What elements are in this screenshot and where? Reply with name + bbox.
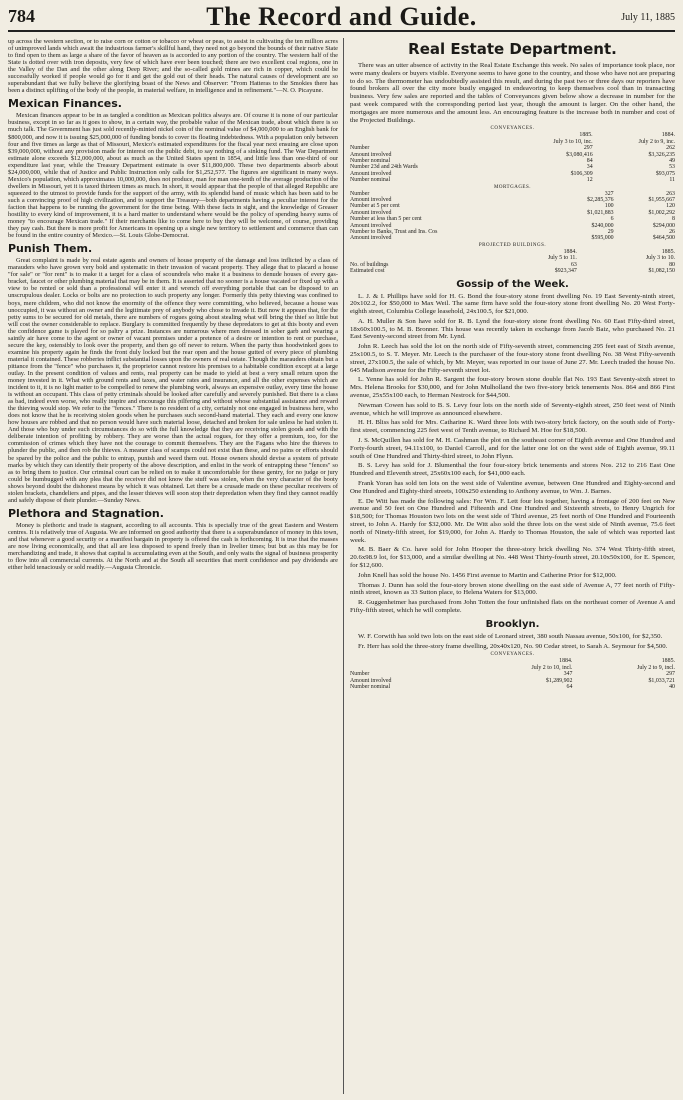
gossip-paragraph: H. H. Bliss has sold for Mrs. Catharine K. Ward three lots with two-story brick factory, on the south side of Forty-first street, commencing 225 feet west of Tenth avenue, to Richard M. Hoe for $18,500. xyxy=(350,419,675,435)
table-row: Amount involved $1,289,902 $1,033,721 xyxy=(350,677,675,684)
brooklyn-conveyances-caption: CONVEYANCES. xyxy=(490,652,535,658)
column-divider xyxy=(343,38,344,1094)
brooklyn-heading: Brooklyn. xyxy=(485,618,540,630)
real-estate-heading: Real Estate Department. xyxy=(408,40,617,58)
gossip-paragraph: John R. Leech has sold the lot on the north side of Fifty-seventh street, commencing 295 feet east of Sixth avenue, 25x100.5, to S. T. Meyer. Mr. Leech is the purchaser of the four-story stone front dwelling No. 38 West Fifty-seventh street, 27x100.5, the sale of which, by Mr. Meyer, was reported in our issue of June 27. Mr. Leech traded the house No. 645 Madison avenue for the Fifty-seventh street lot. xyxy=(350,343,675,374)
plethora-paragraph: Money is plethoric and trade is stagnant, according to all accounts. This is specially true of the great Eastern and Western centres. It is relatively true of Augusta. We are informed on good authority that there is a superabundance of money in this town, and that whenever a good security or a manifest bargain in property is offered the cash is forthcoming. It is true that the masses are now living economically, and that all are less disposed to spend freely than in livelier times; but but as this may be for merchandizing and trade, it shows that capital is accumulating even at the South, and only waits the signal of business prosperity to flow into all commercial currents. At the North and at the South all securities that merit confidence and pay dividends are either held tenaciously or sold readily.—Augusta Chronicle. xyxy=(8,521,338,572)
col-subheader: July 2 to 9, inc. xyxy=(638,138,675,145)
conveyances-table xyxy=(350,132,675,183)
col-header: 1885. xyxy=(579,132,593,139)
buildings-caption: PROJECTED BUILDINGS. xyxy=(478,242,547,248)
table-row: Amount involved $106,309 $93,075 xyxy=(350,170,675,177)
right-column xyxy=(350,38,675,1094)
table-row: Number at less than 5 per cent 6 8 xyxy=(350,216,675,223)
mortgages-table xyxy=(350,191,675,242)
gossip-paragraph: B. S. Levy has sold for J. Blumenthal the four four-story brick tenements and stores Nos. 212 to 216 East One Hundred and Eleventh street, 25x60x100 each, for $41,000 each. xyxy=(350,462,675,478)
gossip-paragraph: M. B. Baer & Co. have sold for John Hooper the three-story brick dwelling No. 374 West Thirty-fifth street, 20.6x98.9 lot, for $13,000, and a similar dwelling at No. 448 West Thirty-fourth street, 20.10x50x100, for E. Spencer, for $12,600. xyxy=(350,546,675,569)
gossip-paragraph: Thomas J. Dunn has sold the four-story brown stone dwelling on the east side of Avenue A, 77 feet north of Fifty-ninth street, known as 33 Sutton place, to Helena Waters for $13,000. xyxy=(350,581,675,597)
gossip-paragraph: R. Guggenheimer has purchased from John Totten the four unfinished flats on the northeast corner of Avenue A and Fifty-fifth street, which he will complete. xyxy=(350,599,675,614)
gossip-paragraph: A. H. Muller & Son have sold for R. B. Lynd the four-story stone front dwelling No. 60 East Fifty-third street, 18x60x100.5, to M. B. Bronner. This house was recently taken in exchange from Jacob Baiz, who purchased No. 21 East Seventy-second street from Mr. Lynd. xyxy=(350,317,675,341)
brooklyn-paragraph: Fr. Herr has sold the three-story frame dwelling, 20x40x120, No. 90 Cedar street, to Sarah A. Seymour for $4,500. xyxy=(358,642,668,650)
plethora-heading: Plethora and Stagnation. xyxy=(8,506,164,520)
table-row: Number at 5 per cent 100 120 xyxy=(350,203,675,210)
masthead xyxy=(8,4,675,32)
table-row: Number 327 263 xyxy=(350,190,675,197)
table-row: Number 347 297 xyxy=(350,671,675,678)
page-number: 784 xyxy=(8,6,35,26)
table-row: Number nominal 12 11 xyxy=(350,177,675,184)
gossip-paragraph: Frank Yoran has sold ten lots on the west side of Valentine avenue, between One Hundred and Eighty-second and One Hundred and Eighty-third streets, 100x250 extending to Anthony avenue, to Wm. J. Barnes. xyxy=(350,480,675,495)
gossip-paragraph: L. Yenne has sold for John R. Sargent the four-story brown stone double flat No. 193 East Seventy-sixth street to Mrs. Helena Brooks for $30,000, and for John Mulholland the two five-story brick tenements Nos. 864 and 866 First avenue, 25x55x100 each, to Herman Nestrock for $44,500. xyxy=(350,376,675,400)
gossip-paragraph: Newman Cowen has sold to B. S. Levy four lots on the north side of Seventy-eighth street, 250 feet west of Ninth avenue, which he will improve as announced elsewhere. xyxy=(350,401,675,417)
table-row: Estimated cost $923,347 $1,082,150 xyxy=(350,268,675,275)
mortgages-caption: MORTGAGES. xyxy=(493,184,532,190)
table-row: Amount involved $3,080,416 $3,326,235 xyxy=(350,151,675,158)
mexican-finances-paragraph: Mexican finances appear to be in as tangled a condition as Mexican politics always are. Of course it is none of our particular business, except in so far as it goes to show, in a certain way, the probable value of the Mexican trade, about which there is so much talk. The Government has just sold recently-minted nickel coin of the nominal value of $4,000,000 to an English bank for $800,000, and now it is issuing $25,000,000 of funding bonds to cover its floating indebtedness. With a population only between four and five times as large as that of Missouri, Mexico's estimated expenditures for the fiscal year next ensuing are close upon $39,000,000, without any provision made for interest on the public debt, to say nothing of a sinking fund. The War Department estimate alone exceeds $12,000,000, about as much as the United States spent in 1854, and little less than one-third of our expenditure last year, while the Treasury Department estimate is over $11,800,000. These two departments absorb about $24,000,000, while that of Justice and Public Instruction only calls for $1,252,577. The figures are significant in many ways. Mexico's population, which approximates 10,000,000, does not produce, man for man one-tenth of the average production of the dwellers in Missouri, yet it is taxed thirteen times as much. In short, it would appear that the people of that alleged Republic are squeezed to the utmost to provide funds for the support of the army, with its splendid band of music which has been said to be such a convincing proof of high civilization, and to support the Treasury—both departments having a peculiar interest for the faction that happens to be running the government for the time being. With these facts in sight, and the knowledge of Greaser hostility to every kind of improvement, it is a hard matter to understand where would be the policy of spending heavy sums of money "to encourage Mexican trade." If their merchants like to come here to buy they will be welcome, of course, providing they pay cash. But there is more profit for Americans in opening up a single new territory to settlement and commerce than can be found in the entire country of Mexico.—St. Louis Globe-Democrat. xyxy=(8,112,338,240)
gossip-paragraph: John Knell has sold the house No. 1456 First avenue to Martin and Catherine Prior for $12,000. xyxy=(358,571,617,579)
table-row: Number 23d and 24th Wards 34 53 xyxy=(350,164,675,171)
gossip-paragraph: J. S. McQuillen has sold for M. H. Cashman the plot on the southeast corner of Eighth avenue and One Hundred and Forty-fourth street, 94.11x100, to Daniel Carroll, and for the latter one lot on the west side of Eighth avenue, 99.11 south of One Hundred and Thirty-third street, to John Flynn. xyxy=(350,437,675,460)
table-row: Number nominal 64 40 xyxy=(350,684,675,690)
table-row: Number to Banks, Trust and Ins. Cos 29 26 xyxy=(350,229,675,236)
punish-them-heading: Punish Them. xyxy=(8,242,93,256)
page-title: The Record and Guide. xyxy=(206,2,477,31)
table-row: Number nominal 84 49 xyxy=(350,158,675,164)
table-row: Number 297 262 xyxy=(350,145,675,152)
mexican-finances-heading: Mexican Finances. xyxy=(8,97,122,111)
brooklyn-conveyances-table: 1884. 1885. July 2 to 10, incl. July 2 to 9, incl. Number 347 297 Amount involved $1,289,902 $1,033,721 Number nominal 64 40 xyxy=(350,658,675,690)
brooklyn-paragraph: W. F. Corwith has sold two lots on the east side of Leonard street, 380 south Nassau avenue, 50x100, for $2,350. xyxy=(358,632,663,640)
issue-date: July 11, 1885 xyxy=(621,12,675,23)
left-column xyxy=(8,38,338,1094)
real-estate-intro: There was an utter absence of activity in the Real Estate Exchange this week. No sales of importance took place, nor were many dealers or buyers visible. Everyone seems to have gone to the country, and those who have not are preparing to do so. The thermometer has undoubtedly assisted this result, and during the past two or three days our reporters have found brokers all over the city more busily engaged in endeavoring to keep themselves cool than in transacting business. Very few sales are reported and the tables of Conveyances given below show a decrease in number for the past week compared with the corresponding period last year, though the amount is larger. On the other hand, the mortgages are more numerous and the amount less. An encouraging feature is the increase both in number and cost of the Projected Buildings. xyxy=(350,62,675,124)
gossip-paragraph: E. De Witt has made the following sales: For Wm. F. Lett four lots together, having a frontage of 200 feet on New avenue and 50 feet on One Hundred and Fifteenth and One Hundred and Sixteenth streets, to Henry Ungrich for $18,500; for Thomas Houston two lots on the west side of Third avenue, 25 feet north of One Hundred and Fourteenth street, to John A. Hardy for $32,000. Mr. De Witt also sold the three lots on the west side of Ninth avenue, 75.6 feet north of Ninety-fifth street, for $19,000, for John A. Hardy to Thomas Houston, the sale of which was reported last week. xyxy=(350,497,675,544)
intro-paragraph: up across the western section, or to raise corn or cotton or tobacco or wheat or peas, to assist in cultivating the ten million acres of unimproved lands which await the industrious farmer's skillful hand, they need not go beyond the bounds of their native State to find open to them as large a share of the favor of heaven as is accorded to any portion of the country. The western half of the State is dotted over with iron deposits, very few of which have ever been touched; there are two excellent coal regions, one in the Valley of the Dan and the other along Deep River; and the so-called gold mines are rich in copper, which could be successfully worked if people would go for it and get the gold out of their heads. The natural causes of development are so superabundant that we fully believe the glorifying boast of the News and Observer: "From Hatteras to the Smokies there has been a distinct uplifting of the body of the people, in material welfare, in intelligence and in refinement."—N. O. Picayune. xyxy=(8,38,338,95)
table-row: Amount involved $595,000 $464,500 xyxy=(350,235,675,242)
punish-them-paragraph: Great complaint is made by real estate agents and owners of house property of the damage and loss inflicted by a class of marauders who have grown very bold and systematic in their invasion of vacant property. They allege that to placard a house "for sale" or "for rent" is to make it a target for a class of scoundrels who make it a business to denude houses of every gas-bracket, faucet or other plumbing material that may be in them. It is asserted that no sooner is a house vacated or fixed up with a view to be rented or sold than a professional will enter it and wrench off everything portable that can be disposed to an unscrupulous dealer. Locks or bolts are no protection to such property any longer. Formerly this petty thieving was confined to boys, mere children, who did not know the enormity of the offence they were committing, who believed, because a house was unoccupied, it was without an owner and the legitimate prey of anybody who chose to invade it. But now it appears that, for the petty sums to be secured for old metals, there are numbers of rogues going about stealing what will bring the thief so little but will cost the owner considerable to replace. Burglary is committed frequently by these depredators to get at this booty and even the confidence game is played for so paltry a prize. Instances are numerous where men dressed in sober garb and wearing a saintly air have come to the agent or owner of vacant premises under a pretence of a desire or intention to rent or purchase, secure the key, ostensibly to look over the property, and then go off never to return. When the party thus hoodwinked goes to examine his property again he finds the front duly locked but the rear open and the house gutted of every piece of plumbing material it contained. These robberies inflict substantial losses upon the owners of real estate. Though the marauders obtain but a pittance from the "fence" who purchases it, the proprietor cannot restore his premises to a habitable condition except at a large outlay. In the present condition of values and rents, real property can be made to yield at best a very small return upon the money invested in it. What with ground rents and taxes, and water rates and insurance, and all the other expenses which are incident to it, it is no light matter to be compelled to renew the plumbing work, always an expensive outlay, every time the house is without an occupant. This class of petty criminals should be looked after carefully and severely punished. But there is a class as bad, indeed even worse, who really inspire and encourage this pilfering and without whose substantial assistance and reward the thieving would stop. We refer to the "fences." There is no resident of a city, certainly not one engaged in business here, who does not know that he is receiving stolen goods when he purchases such second-hand material. They each and every one know how houses are robbed and that no person would have such material loose, detached and broken for sale unless he had stolen it. And those who buy under such circumstances do so with the full knowledge that they are receiving stolen goods and with the deliberate intention of profiting by robbery. They are worse than the actual rogues, for they offer a premium, too, for the commission of crimes which they have not the courage to commit themselves. They are the Fagans who hire the thieves to plunder the public, and then rob the thieves. A meaner class of scamps could not exist than these, and no pains or efforts should be spared by the police and the public to entrap, punish and weed them out. House owners should devise a system of private marks by which they can identify their property of the above description, and enlist in the work of entrapping these "fences" so as to bring them to justice. Our criminal court can be relied on to make it uncomfortable for these gentry, for no judge or jury could be humbugged with any plea that the receiver did not know the stuff was stolen, when the very character of the booty shows beyond doubt the dishonest means by which it was obtained. Let there be a crusade made on these peculiar receivers of stolen brackets, chandeliers and pipes, and the lesser thieves will soon stop their depredation when they find they cannot readily and safely dispose of their plunder.—Sunday News. xyxy=(8,257,338,504)
buildings-table: 1884. 1885. July 5 to 11. July 3 to 10. No. of buildings 63 80 Estimated cost $923,347 $1,082,150 xyxy=(350,248,675,275)
gossip-heading: Gossip of the Week. xyxy=(456,278,569,290)
table-row: No. of buildings 63 80 xyxy=(350,261,675,268)
table-row: Amount involved $2,285,376 $1,955,667 xyxy=(350,197,675,204)
table-row: Amount involved $240,000 $294,000 xyxy=(350,222,675,229)
col-subheader: July 3 to 10, inc. xyxy=(553,138,593,145)
conveyances-caption: CONVEYANCES. xyxy=(490,126,535,132)
gossip-paragraph: L. J. & I. Phillips have sold for H. G. Bond the four-story stone front dwelling No. 19 East Seventy-ninth street, 20x102.2, for $50,000 to Max Weil. The same firm have sold the four-story stone front dwelling No. 20 West Forty-eighth street, Columbia College leasehold, 24x100.5, for $21,000. xyxy=(350,292,675,316)
table-row: Amount involved $1,021,883 $1,002,292 xyxy=(350,209,675,216)
col-header: 1884. xyxy=(661,132,675,139)
